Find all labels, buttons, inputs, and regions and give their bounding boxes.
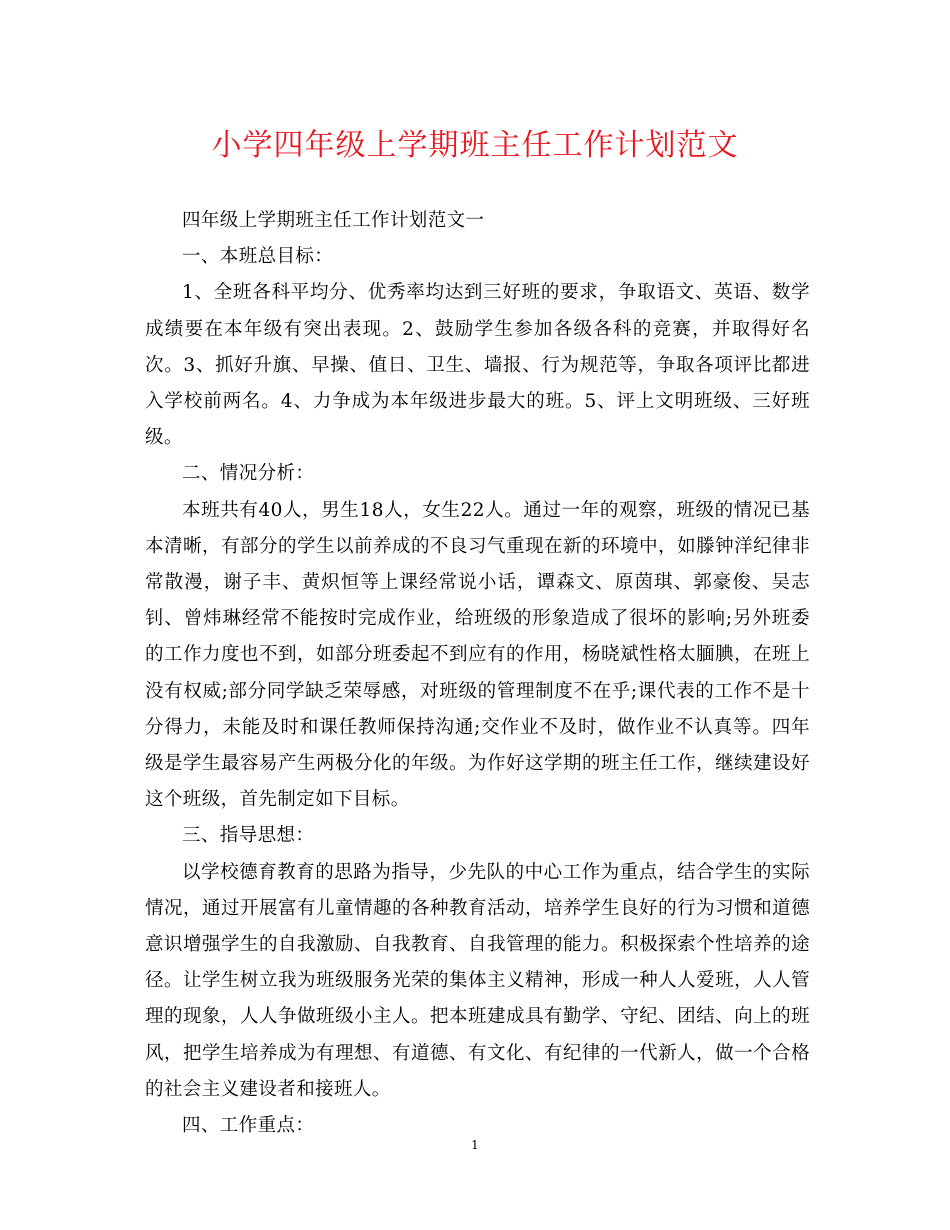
section-subtitle: 四年级上学期班主任工作计划范文一 [182,210,485,231]
paragraph-situation: 本班共有40人，男生18人，女生22人。通过一年的观察，班级的情况已基本清晰，有部分的学生以前养成的不良习气重现在新的环境中，如滕钟洋纪律非常散漫，谢子丰、黄炽恒等上课经常说小话，谭森文、原茵琪、郭豪俊、吴志钊、曾炜琳经常不能按时完成作业，给班级的形象造成了很坏的影响;另外班委的工作力度也不到，如部分班委起不到应有的作用，杨晓斌性格太腼腆，在班上没有权威;部分同学缺乏荣辱感，对班级的管理制度不在乎;课代表的工作不是十分得力，未能及时和课任教师保持沟通;交作业不及时，做作业不认真等。四年级是学生最容易产生两极分化的年级。为作好这学期的班主任工作，继续建设好这个班级，首先制定如下目标。 [145,499,810,811]
heading-overall-goals: 一、本班总目标： [182,246,334,268]
heading-situation-analysis: 二、情况分析： [182,463,315,485]
page-number: 1 [471,1138,479,1152]
paragraph-ideology: 以学校德育教育的思路为指导，少先队的中心工作为重点，结合学生的实际情况，通过开展富有儿童情趣的各种教育活动，培养学生良好的行为习惯和道德意识增强学生的自我激励、自我教育、自我管理的能力。积极探索个性培养的途径。让学生树立我为班级服务光荣的集体主义精神，形成一种人人爱班，人人管理的现象，人人争做班级小主人。把本班建成具有勤学、守纪、团结、向上的班风，把学生培养成为有理想、有道德、有文化、有纪律的一代新人，做一个合格的社会主义建设者和接班人。 [145,861,810,1100]
heading-work-focus: 四、工作重点： [182,1115,315,1137]
document-title: 小学四年级上学期班主任工作计划范文 [211,128,739,163]
heading-guiding-ideology: 三、指导思想： [182,825,315,847]
paragraph-goals: 1、全班各科平均分、优秀率均达到三好班的要求，争取语文、英语、数学成绩要在本年级有突出表现。2、鼓励学生参加各级各科的竞赛，并取得好名次。3、抓好升旗、早操、值日、卫生、墙报、行为规范等，争取各项评比都进入学校前两名。4、力争成为本年级进步最大的班。5、评上文明班级、三好班级。 [145,282,810,449]
document-body [145,203,810,1144]
